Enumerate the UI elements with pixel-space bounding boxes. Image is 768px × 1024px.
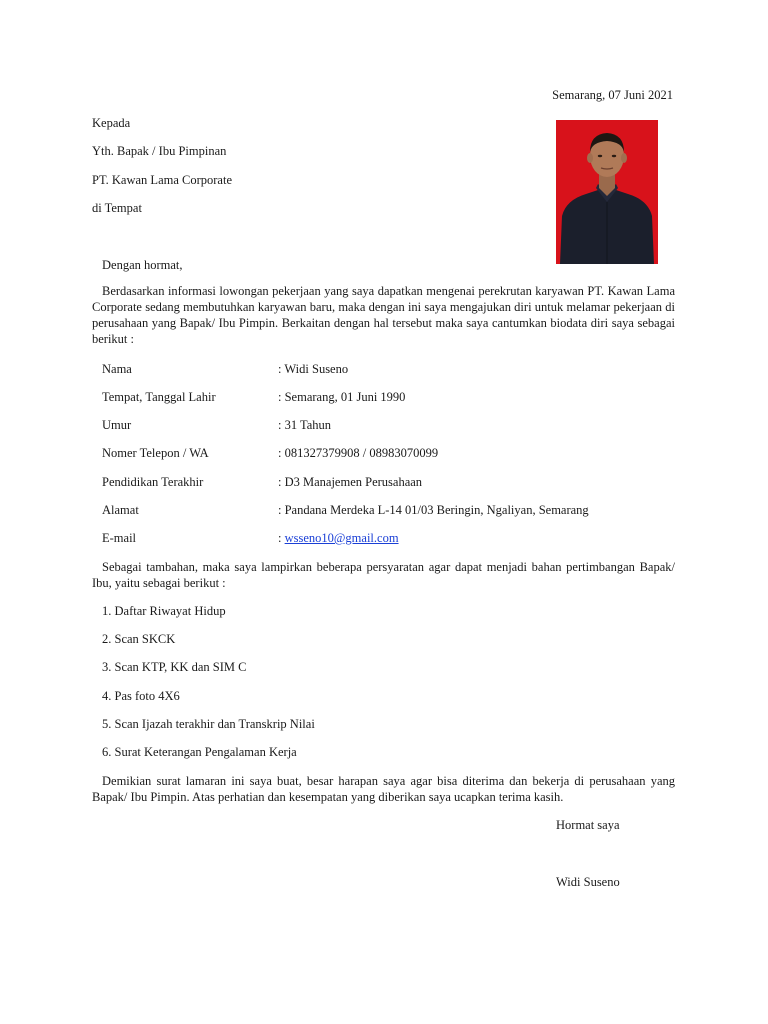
list-item: 3. Scan KTP, KK dan SIM C [102, 660, 247, 674]
recipient-line-company: PT. Kawan Lama Corporate [92, 173, 232, 187]
biodata-value: : D3 Manajemen Perusahaan [278, 475, 423, 489]
closing-text: Demikian surat lamaran ini saya buat, besar harapan saya agar bisa diterima dan bekerja di perusahaan yang Bapak/ Ibu Pimpin. Atas perhatian dan kesempatan yang diberikan saya ucapkan terima kasih. [92, 774, 675, 804]
biodata-value: : Widi Suseno [278, 362, 349, 376]
biodata-label: Pendidikan Terakhir [102, 475, 204, 489]
biodata-label: E-mail [102, 531, 137, 545]
biodata-value: : Semarang, 01 Juni 1990 [278, 390, 406, 404]
email-prefix: : [278, 531, 285, 545]
greeting: Dengan hormat, [102, 258, 183, 272]
list-item: 4. Pas foto 4X6 [102, 689, 180, 703]
recipient-line-yth: Yth. Bapak / Ibu Pimpinan [92, 144, 227, 158]
place-date: Semarang, 07 Juni 2021 [552, 88, 673, 102]
list-item: 2. Scan SKCK [102, 632, 176, 646]
attachments-intro-paragraph [92, 559, 675, 591]
list-item: 6. Surat Keterangan Pengalaman Kerja [102, 745, 297, 759]
recipient-line-place: di Tempat [92, 201, 142, 215]
signer-name: Widi Suseno [556, 875, 620, 889]
biodata-label: Tempat, Tanggal Lahir [102, 390, 216, 404]
biodata-value: : 081327379908 / 08983070099 [278, 446, 439, 460]
biodata-label: Nama [102, 362, 132, 376]
applicant-photo [556, 120, 658, 264]
biodata-value: : Pandana Merdeka L-14 01/03 Beringin, Ngaliyan, Semarang [278, 503, 589, 517]
person-portrait-icon [556, 120, 658, 264]
email-link[interactable]: wsseno10@gmail.com [284, 531, 399, 545]
biodata-label: Umur [102, 418, 132, 432]
biodata-label: Alamat [102, 503, 139, 517]
recipient-line-kepada: Kepada [92, 116, 131, 130]
biodata-label: Nomer Telepon / WA [102, 446, 209, 460]
biodata-value: : 31 Tahun [278, 418, 332, 432]
closing-paragraph [92, 773, 675, 805]
list-item: 5. Scan Ijazah terakhir dan Transkrip Nilai [102, 717, 315, 731]
intro-text: Berdasarkan informasi lowongan pekerjaan yang saya dapatkan mengenai perekrutan karyawan PT. Kawan Lama Corporate sedang membutuhkan karyawan baru, maka dengan ini saya mengajukan diri untuk melamar pekerjaan di perusahaan yang Bapak/ Ibu Pimpin. Berkaitan dengan hal tersebut maka saya cantumkan biodata diri saya sebagai berikut : [92, 284, 675, 346]
sign-off: Hormat saya [556, 818, 620, 832]
attachments-intro-text: Sebagai tambahan, maka saya lampirkan beberapa persyaratan agar dapat menjadi bahan pertimbangan Bapak/ Ibu, yaitu sebagai berikut : [92, 560, 675, 590]
list-item: 1. Daftar Riwayat Hidup [102, 604, 226, 618]
biodata-value [278, 531, 399, 546]
intro-paragraph [92, 283, 675, 347]
